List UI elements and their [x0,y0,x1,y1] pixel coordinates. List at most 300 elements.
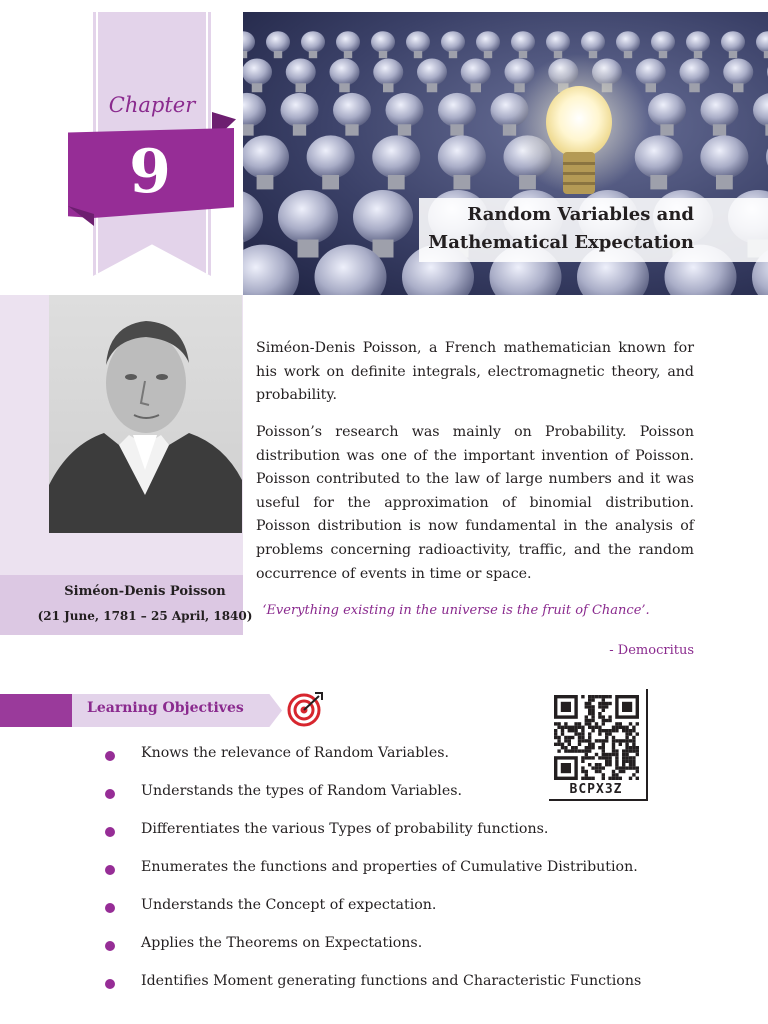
unlit-bulb [680,59,710,86]
qr-module [591,698,594,701]
qr-module [608,777,611,780]
bulb-base [689,83,700,92]
qr-module [578,749,581,752]
qr-module [602,777,605,780]
qr-module [636,732,639,735]
qr-module [588,702,591,705]
qr-module [622,770,625,773]
qr-module [591,729,594,732]
objective-text: Applies the Theorems on Expectations. [141,935,423,951]
qr-module [602,709,605,712]
bulb-base [733,83,744,92]
qr-module [588,739,591,742]
qr-module [629,763,632,766]
qr-module [632,773,635,776]
qr-module [615,763,618,766]
qr-module [557,726,560,729]
qr-module [625,749,628,752]
qr-module [588,736,591,739]
portrait-caption-name: Siméon-Denis Poisson [64,584,226,599]
qr-module [602,756,605,759]
objective-text: Knows the relevance of Random Variables. [141,745,450,761]
qr-module [598,746,601,749]
qr-module [632,726,635,729]
qr-module [588,722,591,725]
qr-module [615,726,618,729]
qr-module [564,749,567,752]
bulb-base [383,83,394,92]
bulb-base [660,124,673,135]
qr-module [578,736,581,739]
qr-module [629,777,632,780]
qr-module [574,746,577,749]
unlit-bulb [438,93,476,127]
qr-module [557,749,560,752]
qr-frame-bottom [549,799,648,801]
qr-module [574,726,577,729]
unlit-bulb [243,135,289,178]
qr-module [595,726,598,729]
qr-module [629,739,632,742]
unlit-bulb [386,93,424,127]
qr-module [612,743,615,746]
qr-module [588,743,591,746]
qr-module [595,722,598,725]
qr-module [612,770,615,773]
qr-module [636,746,639,749]
qr-module [636,722,639,725]
qr-module [629,729,632,732]
qr-module [598,702,601,705]
unlit-bulb [333,93,371,127]
qr-module [585,749,588,752]
qr-module [602,746,605,749]
qr-module [581,732,584,735]
qr-module [622,756,625,759]
qr-module [625,736,628,739]
qr-module [581,766,584,769]
qr-module [622,763,625,766]
qr-module [598,739,601,742]
qr-module [561,732,564,735]
qr-module [632,743,635,746]
qr-module [557,743,560,746]
qr-module [629,760,632,763]
qr-module [602,773,605,776]
qr-module [612,777,615,780]
qr-module [571,736,574,739]
qr-module [557,739,560,742]
bulb-base [729,51,737,58]
qr-module [588,698,591,701]
qr-module [561,729,564,732]
qr-code-label: BCPX3Z [569,782,623,797]
qr-module [602,753,605,756]
qr-module [588,719,591,722]
objective-text: Differentiates the various Types of probability functions. [141,821,549,837]
unlit-bulb [686,31,710,53]
qr-module [568,729,571,732]
bulb-base [293,124,306,135]
chapter-title-line-1: Random Variables and [467,204,694,225]
qr-module [602,698,605,701]
qr-module [636,770,639,773]
unlit-bulb [438,135,486,178]
qr-module [598,729,601,732]
chapter-title-line-2: Mathematical Expectation [428,232,694,253]
qr-module [605,732,608,735]
qr-module [588,749,591,752]
qr-module [608,729,611,732]
qr-module [625,743,628,746]
qr-module [625,756,628,759]
qr-module [581,760,584,763]
bulb-base [471,83,482,92]
qr-module [571,729,574,732]
qr-module [591,695,594,698]
qr-module [605,756,608,759]
qr-module [619,722,622,725]
qr-module [605,729,608,732]
unlit-bulb [243,31,255,53]
bulb-base [398,124,411,135]
qr-module [625,753,628,756]
qr-module [585,715,588,718]
qr-module [595,766,598,769]
objective-text: Identifies Moment generating functions and Characteristic Functions [141,973,642,989]
qr-module [619,743,622,746]
qr-module [629,722,632,725]
qr-module [581,729,584,732]
unlit-bulb [371,31,395,53]
qr-module [591,766,594,769]
qr-module [591,726,594,729]
unlit-bulb [301,31,325,53]
bulb-base [519,51,527,58]
qr-module [564,746,567,749]
bulb-base [414,51,422,58]
qr-module [568,739,571,742]
qr-module [598,705,601,708]
unlit-bulb [243,93,266,127]
unlit-bulb [636,59,666,86]
unlit-bulb [307,135,355,178]
bulb-base [450,124,463,135]
qr-module [622,766,625,769]
qr-frame-right [646,689,648,801]
qr-module [622,749,625,752]
quote-author: - Democritus [609,643,694,658]
qr-module [615,777,618,780]
qr-module [595,770,598,773]
qr-module [598,763,601,766]
unlit-bulb [616,31,640,53]
qr-module [574,749,577,752]
unlit-bulb [266,31,290,53]
qr-module [629,732,632,735]
qr-module [554,722,557,725]
qr-module [605,736,608,739]
qr-module [581,726,584,729]
qr-module [588,695,591,698]
unlit-bulb [723,59,753,86]
qr-module [612,746,615,749]
qr-module [568,749,571,752]
learning-objectives-band [0,694,72,727]
qr-module [585,777,588,780]
qr-module [632,760,635,763]
unlit-bulb [278,190,338,244]
qr-module [571,726,574,729]
qr-module [588,726,591,729]
qr-module [636,777,639,780]
qr-module [585,722,588,725]
qr-module [581,770,584,773]
bulb-base [694,51,702,58]
qr-module [598,766,601,769]
qr-module [636,766,639,769]
qr-module [561,743,564,746]
qr-module [588,746,591,749]
learning-objectives-heading: Learning Objectives [87,700,244,716]
chapter-number: 9 [129,137,171,207]
bullet-icon [105,979,115,989]
unlit-bulb [353,190,413,244]
qr-module [636,753,639,756]
qr-module [585,770,588,773]
qr-module [615,753,618,756]
bullet-icon [105,865,115,875]
qr-module [612,773,615,776]
qr-module [591,709,594,712]
qr-module [574,722,577,725]
qr-module [595,753,598,756]
qr-module [605,695,608,698]
unlit-bulb [243,245,299,295]
qr-module [612,726,615,729]
target-icon [287,690,325,728]
qr-module [591,712,594,715]
unlit-bulb [406,31,430,53]
qr-module [605,760,608,763]
qr-module [636,749,639,752]
qr-module [632,736,635,739]
qr-module [571,746,574,749]
qr-module [615,760,618,763]
qr-module [568,726,571,729]
bullet-icon [105,941,115,951]
qr-module [595,695,598,698]
qr-module [602,766,605,769]
qr-module [602,705,605,708]
qr-module [585,705,588,708]
bulb-base [243,51,247,58]
unlit-bulb [372,135,420,178]
qr-module [574,729,577,732]
unlit-bulb [756,31,768,53]
qr-module [615,773,618,776]
qr-module [581,739,584,742]
qr-module [598,770,601,773]
quote-text: ‘Everything existing in the universe is the fruit of Chance’. [262,603,650,618]
qr-module [608,695,611,698]
qr-module [578,726,581,729]
qr-module [564,736,567,739]
qr-module [578,743,581,746]
unlit-bulb [701,93,739,127]
qr-module [605,763,608,766]
qr-module [557,722,560,725]
bulb-base [650,175,667,189]
unlit-bulb [581,31,605,53]
qr-module [615,739,618,742]
unlit-bulb [721,31,745,53]
qr-module [588,709,591,712]
bulb-base [379,51,387,58]
qr-module [564,726,567,729]
qr-module [632,766,635,769]
qr-module [622,729,625,732]
bulb-base [449,51,457,58]
qr-module [612,739,615,742]
qr-module [608,719,611,722]
unlit-bulb [546,31,570,53]
unlit-bulb [417,59,447,86]
intro-paragraph-2: Poisson’s research was mainly on Probability. Poisson distribution was one of the important invention of Poisson. Poisson contributed to the law of large numbers and it was useful for the approximation of binomial distribution. Poisson distribution is now fundamental in the analysis of problems concerning radioactivity, traffic, and the random occurrence of events in time or space. [256,424,694,582]
bulb-base [659,51,667,58]
qr-module [564,739,567,742]
qr-module [581,756,584,759]
unlit-bulb [753,93,768,127]
qr-module [605,739,608,742]
unlit-bulb [336,31,360,53]
bulb-base [388,175,405,189]
qr-module [608,763,611,766]
qr-module [557,736,560,739]
qr-module [625,766,628,769]
qr-module [625,760,628,763]
bulb-base [344,51,352,58]
qr-module [625,739,628,742]
unlit-bulb [511,31,535,53]
qr-module [595,763,598,766]
qr-module [588,712,591,715]
qr-module [561,726,564,729]
bulb-base [309,51,317,58]
qr-module [619,777,622,780]
bulb-base [646,83,657,92]
qr-module [602,743,605,746]
qr-module [591,743,594,746]
unlit-bulb [373,59,403,86]
bulb-base [252,83,263,92]
qr-module [554,729,557,732]
unlit-bulb [286,59,316,86]
bullet-icon [105,751,115,761]
bulb-base [345,124,358,135]
unlit-bulb [243,190,263,244]
qr-module [598,732,601,735]
qr-module [598,695,601,698]
qr-module [632,739,635,742]
qr-module [554,736,557,739]
bulb-base [296,83,307,92]
qr-module [619,739,622,742]
qr-module [561,746,564,749]
portrait-caption-dates: (21 June, 1781 – 25 April, 1840) [37,609,253,623]
qr-module [581,695,584,698]
bulb-base [274,51,282,58]
qr-module [602,729,605,732]
bulb-base [453,175,470,189]
qr-module [625,732,628,735]
qr-module [615,766,618,769]
bulb-base [484,51,492,58]
qr-module [629,766,632,769]
qr-module [568,736,571,739]
qr-module [619,770,622,773]
qr-module [588,763,591,766]
qr-module [608,702,611,705]
objective-text: Understands the types of Random Variables. [141,783,463,799]
qr-module [588,705,591,708]
bulb-base [624,51,632,58]
qr-module [591,715,594,718]
qr-module [598,712,601,715]
qr-module [615,749,618,752]
qr-module [612,753,615,756]
qr-module [588,777,591,780]
bulb-base [427,83,438,92]
qr-module [622,726,625,729]
qr-module [632,763,635,766]
qr-module [619,766,622,769]
qr-module [622,760,625,763]
qr-module [581,749,584,752]
unlit-bulb [243,59,272,86]
qr-module [598,715,601,718]
qr-module [632,746,635,749]
bullet-icon [105,903,115,913]
qr-module [568,743,571,746]
qr-module [612,736,615,739]
qr-module [598,756,601,759]
qr-module [585,753,588,756]
qr-module [588,732,591,735]
qr-module [625,729,628,732]
qr-module [625,726,628,729]
qr-module [625,746,628,749]
poisson-portrait [49,295,242,533]
qr-module [602,719,605,722]
qr-finder [622,702,632,712]
qr-module [602,739,605,742]
qr-module [591,705,594,708]
qr-module [608,732,611,735]
qr-module [574,732,577,735]
qr-module [615,729,618,732]
qr-module [622,739,625,742]
bulb-base [257,175,274,189]
bulb-base [519,175,536,189]
qr-module [581,777,584,780]
intro-paragraph-1: Siméon-Denis Poisson, a French mathematician known for his work on definite integrals, electromagnetic theory, and probability. [256,340,694,404]
qr-module [602,749,605,752]
qr-module [602,702,605,705]
qr-module [585,702,588,705]
qr-module [608,760,611,763]
qr-module [615,722,618,725]
